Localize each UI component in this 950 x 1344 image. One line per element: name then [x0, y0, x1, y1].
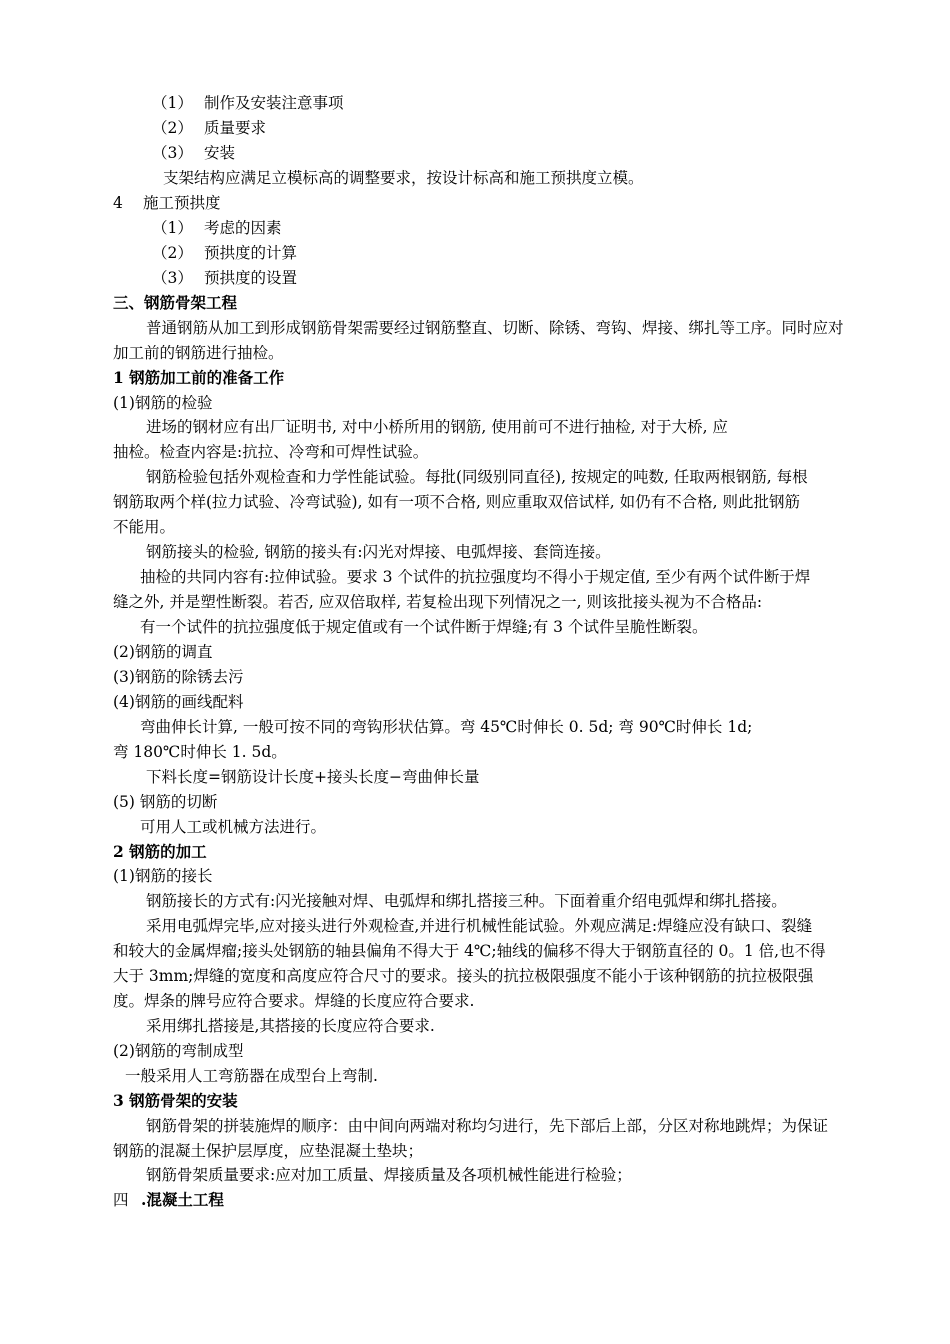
- paragraph-continuation: 钢筋取两个样(拉力试验、冷弯试验), 如有一项不合格, 则应重取双倍试样, 如仍有不合格, 则此批钢筋: [113, 493, 801, 511]
- paragraph-continuation: 和较大的金属焊瘤;接头处钢筋的轴县偏角不得大于 4℃;轴线的偏移不得大于钢筋直径的 0。1 倍,也不得: [113, 942, 826, 960]
- list-item-2: （2） 预拱度的计算: [152, 244, 298, 262]
- paragraph-continuation: 钢筋的混凝土保护层厚度，应垫混凝土垫块；: [113, 1142, 424, 1160]
- paragraph-continuation: 度。焊条的牌号应符合要求。焊缝的长度应符合要求.: [113, 992, 475, 1010]
- list-item-3: （3） 预拱度的设置: [152, 269, 298, 287]
- paragraph: 钢筋骨架质量要求:应对加工质量、焊接质量及各项机械性能进行检验；: [146, 1166, 632, 1184]
- paragraph: 钢筋接头的检验, 钢筋的接头有:闪光对焊接、电弧焊接、套筒连接。: [146, 543, 611, 561]
- paragraph: 钢筋骨架的拼装施焊的顺序：由中间向两端对称均匀进行，先下部后上部，分区对称地跳焊；为保证: [146, 1117, 829, 1135]
- paragraph: 普通钢筋从加工到形成钢筋骨架需要经过钢筋整直、切断、除锈、弯钩、焊接、绑扎等工序。同时应对: [146, 319, 844, 337]
- paragraph: 有一个试件的抗拉强度低于规定值或有一个试件断于焊缝;有 3 个试件呈脆性断裂。: [140, 618, 708, 636]
- list-item-1: （1） 考虑的因素: [152, 219, 282, 237]
- paragraph: 一般采用人工弯筋器在成型台上弯制.: [125, 1067, 378, 1085]
- subsection-heading: (2)钢筋的弯制成型: [113, 1042, 244, 1060]
- subsection-heading: (1)钢筋的检验: [113, 394, 213, 412]
- paragraph: 弯曲伸长计算, 一般可按不同的弯钩形状估算。弯 45℃时伸长 0. 5d; 弯 90℃时伸长 1d;: [140, 718, 753, 736]
- paragraph-continuation: 抽检。检查内容是:抗拉、冷弯和可焊性试验。: [113, 443, 429, 461]
- paragraph-continuation: 缝之外, 并是塑性断裂。若否, 应双倍取样, 若复检出现下列情况之一, 则该批接头视为不合格品:: [113, 593, 763, 611]
- paragraph-continuation: 大于 3mm;焊缝的宽度和高度应符合尺寸的要求。接头的抗拉极限强度不能小于该种钢筋的抗拉极限强: [113, 967, 814, 985]
- subsection-heading: (1)钢筋的接长: [113, 867, 213, 885]
- paragraph: 进场的钢材应有出厂证明书, 对中小桥所用的钢筋, 使用前可不进行抽检, 对于大桥, 应: [146, 418, 728, 436]
- section-heading: 2 钢筋的加工: [113, 842, 207, 861]
- paragraph: 钢筋检验包括外观检查和力学性能试验。每批(同级别同直径), 按规定的吨数, 任取两根钢筋, 每根: [146, 468, 808, 486]
- paragraph-continuation: 弯 180℃时伸长 1. 5d。: [113, 743, 287, 761]
- paragraph-continuation: 不能用。: [113, 518, 176, 536]
- list-item-1: （1） 制作及安装注意事项: [152, 94, 344, 112]
- paragraph-continuation: 加工前的钢筋进行抽检。: [113, 344, 284, 362]
- paragraph: 支架结构应满足立模标高的调整要求，按设计标高和施工预拱度立模。: [163, 169, 644, 187]
- list-item-3: （3） 安装: [152, 144, 236, 162]
- paragraph: 可用人工或机械方法进行。: [140, 818, 327, 836]
- paragraph: 采用绑扎搭接是,其搭接的长度应符合要求.: [146, 1017, 435, 1035]
- list-item-2: （2） 质量要求: [152, 119, 267, 137]
- paragraph: 钢筋接长的方式有:闪光接触对焊、电弧焊和绑扎搭接三种。下面着重介绍电弧焊和绑扎搭接。: [146, 892, 787, 910]
- paragraph: 抽检的共同内容有:拉伸试验。要求 3 个试件的抗拉强度均不得小于规定值, 至少有两个试件断于焊: [140, 568, 811, 586]
- paragraph: 采用电弧焊完毕,应对接头进行外观检查,并进行机械性能试验。外观应满足:焊缝应没有缺口、裂缝: [146, 917, 813, 935]
- chapter-heading: 四 .混凝土工程: [113, 1190, 224, 1209]
- subsection-heading: (4)钢筋的画线配料: [113, 693, 244, 711]
- subsection-heading: (2)钢筋的调直: [113, 643, 213, 661]
- formula-line: 下料长度=钢筋设计长度+接头长度−弯曲伸长量: [146, 768, 480, 786]
- chapter-heading: 三、钢筋骨架工程: [113, 293, 238, 312]
- subsection-heading: (3)钢筋的除锈去污: [113, 668, 244, 686]
- subsection-heading: (5) 钢筋的切断: [113, 793, 218, 811]
- section-heading: 1 钢筋加工前的准备工作: [113, 368, 285, 387]
- section-heading: 4 施工预拱度: [113, 194, 221, 212]
- section-heading: 3 钢筋骨架的安装: [113, 1091, 238, 1110]
